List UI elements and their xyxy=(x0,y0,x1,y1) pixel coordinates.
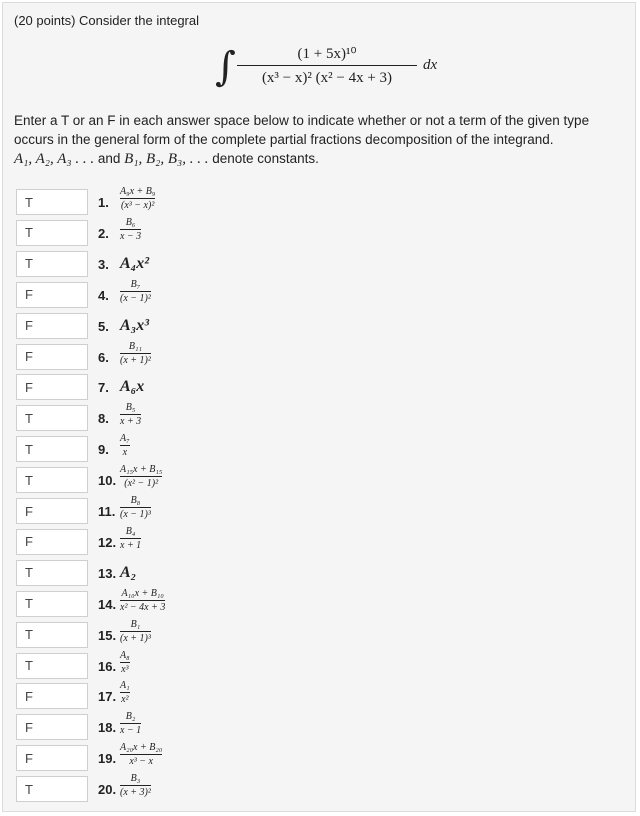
term-denominator: (x + 3)² xyxy=(120,787,151,799)
answer-row xyxy=(16,464,616,497)
fraction-bar xyxy=(120,476,162,477)
item-number: 7. xyxy=(98,380,109,396)
answer-row xyxy=(16,186,616,219)
item-number: 6. xyxy=(98,349,109,365)
term-denominator: x³ xyxy=(121,663,129,675)
answer-row xyxy=(16,374,616,404)
answer-row xyxy=(16,251,616,281)
item-number: 2. xyxy=(98,225,109,241)
fraction-term xyxy=(120,650,130,675)
answer-input-13[interactable] xyxy=(16,560,88,586)
fraction-term xyxy=(120,526,141,551)
term-numerator: B₇ xyxy=(130,278,141,290)
item-number: 20. xyxy=(98,782,117,798)
fraction-term xyxy=(120,742,162,767)
fraction-bar xyxy=(120,754,162,755)
term-denominator: (x − 1)² xyxy=(120,292,151,304)
answer-input-19[interactable] xyxy=(16,745,88,771)
fraction-term xyxy=(120,433,130,458)
answer-input-11[interactable] xyxy=(16,498,88,524)
answer-row xyxy=(16,711,616,744)
fraction-term xyxy=(120,186,155,211)
fraction-term xyxy=(120,341,151,366)
answer-row xyxy=(16,525,616,559)
answer-input-8[interactable] xyxy=(16,405,88,431)
term-numerator: B₃ xyxy=(130,773,141,785)
fraction-bar xyxy=(120,538,141,539)
term-numerator: B₄ xyxy=(125,525,136,537)
fraction-bar xyxy=(120,353,151,354)
answer-row xyxy=(16,495,616,528)
fraction-bar xyxy=(120,198,155,199)
item-number: 13. xyxy=(98,565,117,581)
item-number: 15. xyxy=(98,627,117,643)
answer-input-16[interactable] xyxy=(16,653,88,679)
term-denominator: x² − 4x + 3 xyxy=(120,601,166,613)
fraction-term xyxy=(120,279,151,304)
answer-input-4[interactable] xyxy=(16,282,88,308)
question-header: (20 points) Consider the integral xyxy=(14,13,199,28)
answer-row xyxy=(16,649,616,683)
item-number: 8. xyxy=(98,411,109,427)
answer-input-6[interactable] xyxy=(16,344,88,370)
term-denominator: x − 3 xyxy=(120,230,142,242)
answer-row xyxy=(16,433,616,466)
answer-row xyxy=(16,216,616,250)
answer-row xyxy=(16,680,616,713)
fraction-bar xyxy=(120,600,165,601)
answer-row xyxy=(16,340,616,374)
fraction-bar xyxy=(120,414,141,415)
fraction-term xyxy=(120,711,141,736)
answer-input-9[interactable] xyxy=(16,436,88,462)
term-denominator: x − 1 xyxy=(120,725,142,737)
fraction-bar xyxy=(237,65,417,66)
item-number: 9. xyxy=(98,442,109,458)
fraction-term xyxy=(120,773,151,798)
answer-input-10[interactable] xyxy=(16,467,88,493)
term-numerator: B₆ xyxy=(125,216,136,228)
term-numerator: B₂ xyxy=(125,711,136,723)
answer-input-5[interactable] xyxy=(16,313,88,339)
term-numerator: B₁ xyxy=(130,618,141,630)
fraction-term xyxy=(120,588,165,613)
term-denominator: x + 1 xyxy=(120,539,142,551)
item-number: 12. xyxy=(98,534,117,550)
item-number: 14. xyxy=(98,596,117,612)
term-denominator: (x³ − x)² xyxy=(121,200,155,211)
integrand-numerator: (1 + 5x)¹⁰ xyxy=(297,46,357,62)
answer-input-15[interactable] xyxy=(16,622,88,648)
term-denominator: x³ − x xyxy=(129,756,153,768)
item-number: 19. xyxy=(98,751,117,767)
question-card xyxy=(2,2,636,812)
answer-row xyxy=(16,773,616,806)
integrand-denominator: (x³ − x)² (x² − 4x + 3) xyxy=(261,70,393,86)
term-numerator: B₈ xyxy=(130,495,141,506)
integrand-fraction xyxy=(237,45,417,88)
term-numerator: A₇ xyxy=(120,433,130,445)
answer-input-18[interactable] xyxy=(16,714,88,740)
integral-expression xyxy=(215,45,475,95)
fraction-bar xyxy=(120,785,151,786)
fraction-term xyxy=(120,402,141,427)
answer-row xyxy=(16,560,616,590)
term-numerator: A₈ xyxy=(120,649,130,661)
constants-a: A₁, A₂, A₃ . . . xyxy=(14,151,95,167)
term-numerator: A₁ xyxy=(120,680,130,692)
fraction-term xyxy=(120,495,151,520)
answer-input-2[interactable] xyxy=(16,220,88,246)
plain-term: A₄x² xyxy=(120,254,150,272)
answer-row xyxy=(16,742,616,775)
item-number: 16. xyxy=(98,658,117,674)
item-number: 5. xyxy=(98,318,109,334)
fraction-term xyxy=(120,217,141,242)
fraction-bar xyxy=(120,662,130,663)
fraction-bar xyxy=(120,631,151,632)
fraction-bar xyxy=(120,507,151,508)
answer-input-12[interactable] xyxy=(16,529,88,555)
fraction-bar xyxy=(120,723,141,724)
answer-input-20[interactable] xyxy=(16,776,88,802)
answer-row xyxy=(16,278,616,312)
fraction-bar xyxy=(120,291,151,292)
integral-dx: dx xyxy=(423,57,438,73)
answer-row xyxy=(16,618,616,652)
item-number: 3. xyxy=(98,256,109,272)
answer-input-7[interactable] xyxy=(16,374,88,400)
term-numerator: A₁₀x + B₁₀ xyxy=(121,587,164,599)
term-numerator: A₂₀x + B₂₀ xyxy=(120,742,163,754)
instructions-text: Enter a T or an F in each answer space below to indicate whether or not a term of the given type occurs in the general form of the complete partial fractions decomposition of the integrand. xyxy=(14,113,590,147)
instructions xyxy=(14,111,624,169)
term-denominator: (x − 1)³ xyxy=(120,509,151,520)
item-number: 11. xyxy=(98,504,116,519)
fraction-bar xyxy=(120,692,130,693)
plain-term: A₂ xyxy=(120,563,137,581)
answer-row xyxy=(16,402,616,435)
fraction-term xyxy=(120,619,151,644)
plain-term: A₃x³ xyxy=(120,316,150,334)
answer-input-14[interactable] xyxy=(16,591,88,617)
constants-b: B₁, B₂, B₃, . . . xyxy=(124,151,209,167)
instructions-tail: denote constants. xyxy=(208,151,319,166)
item-number: 1. xyxy=(98,195,109,210)
item-number: 4. xyxy=(98,287,109,303)
term-numerator: B₁₁ xyxy=(128,340,142,352)
item-number: 10. xyxy=(98,473,117,489)
term-numerator: A₁₅x + B₁₅ xyxy=(120,464,163,476)
item-number: 17. xyxy=(98,689,117,705)
answer-row xyxy=(16,587,616,621)
term-numerator: B₅ xyxy=(125,402,136,414)
term-denominator: x + 3 xyxy=(120,416,142,428)
fraction-term xyxy=(120,680,130,705)
instructions-and: and xyxy=(94,151,125,166)
item-number: 18. xyxy=(98,720,117,736)
fraction-term xyxy=(120,464,162,489)
term-denominator: (x² − 1)² xyxy=(124,478,159,490)
integral-sign: ∫ xyxy=(215,44,236,90)
answer-input-3[interactable] xyxy=(16,251,88,277)
fraction-bar xyxy=(120,229,141,230)
term-denominator: x² xyxy=(121,694,129,706)
term-numerator: A₉x + B₉ xyxy=(120,186,156,197)
fraction-bar xyxy=(120,445,130,446)
term-denominator: x xyxy=(122,447,128,459)
answer-row xyxy=(16,313,616,343)
plain-term: A₆x xyxy=(120,378,145,396)
answer-input-1[interactable] xyxy=(16,189,88,215)
term-denominator: (x + 1)² xyxy=(120,354,151,366)
term-denominator: (x + 1)³ xyxy=(120,632,151,644)
answer-input-17[interactable] xyxy=(16,683,88,709)
